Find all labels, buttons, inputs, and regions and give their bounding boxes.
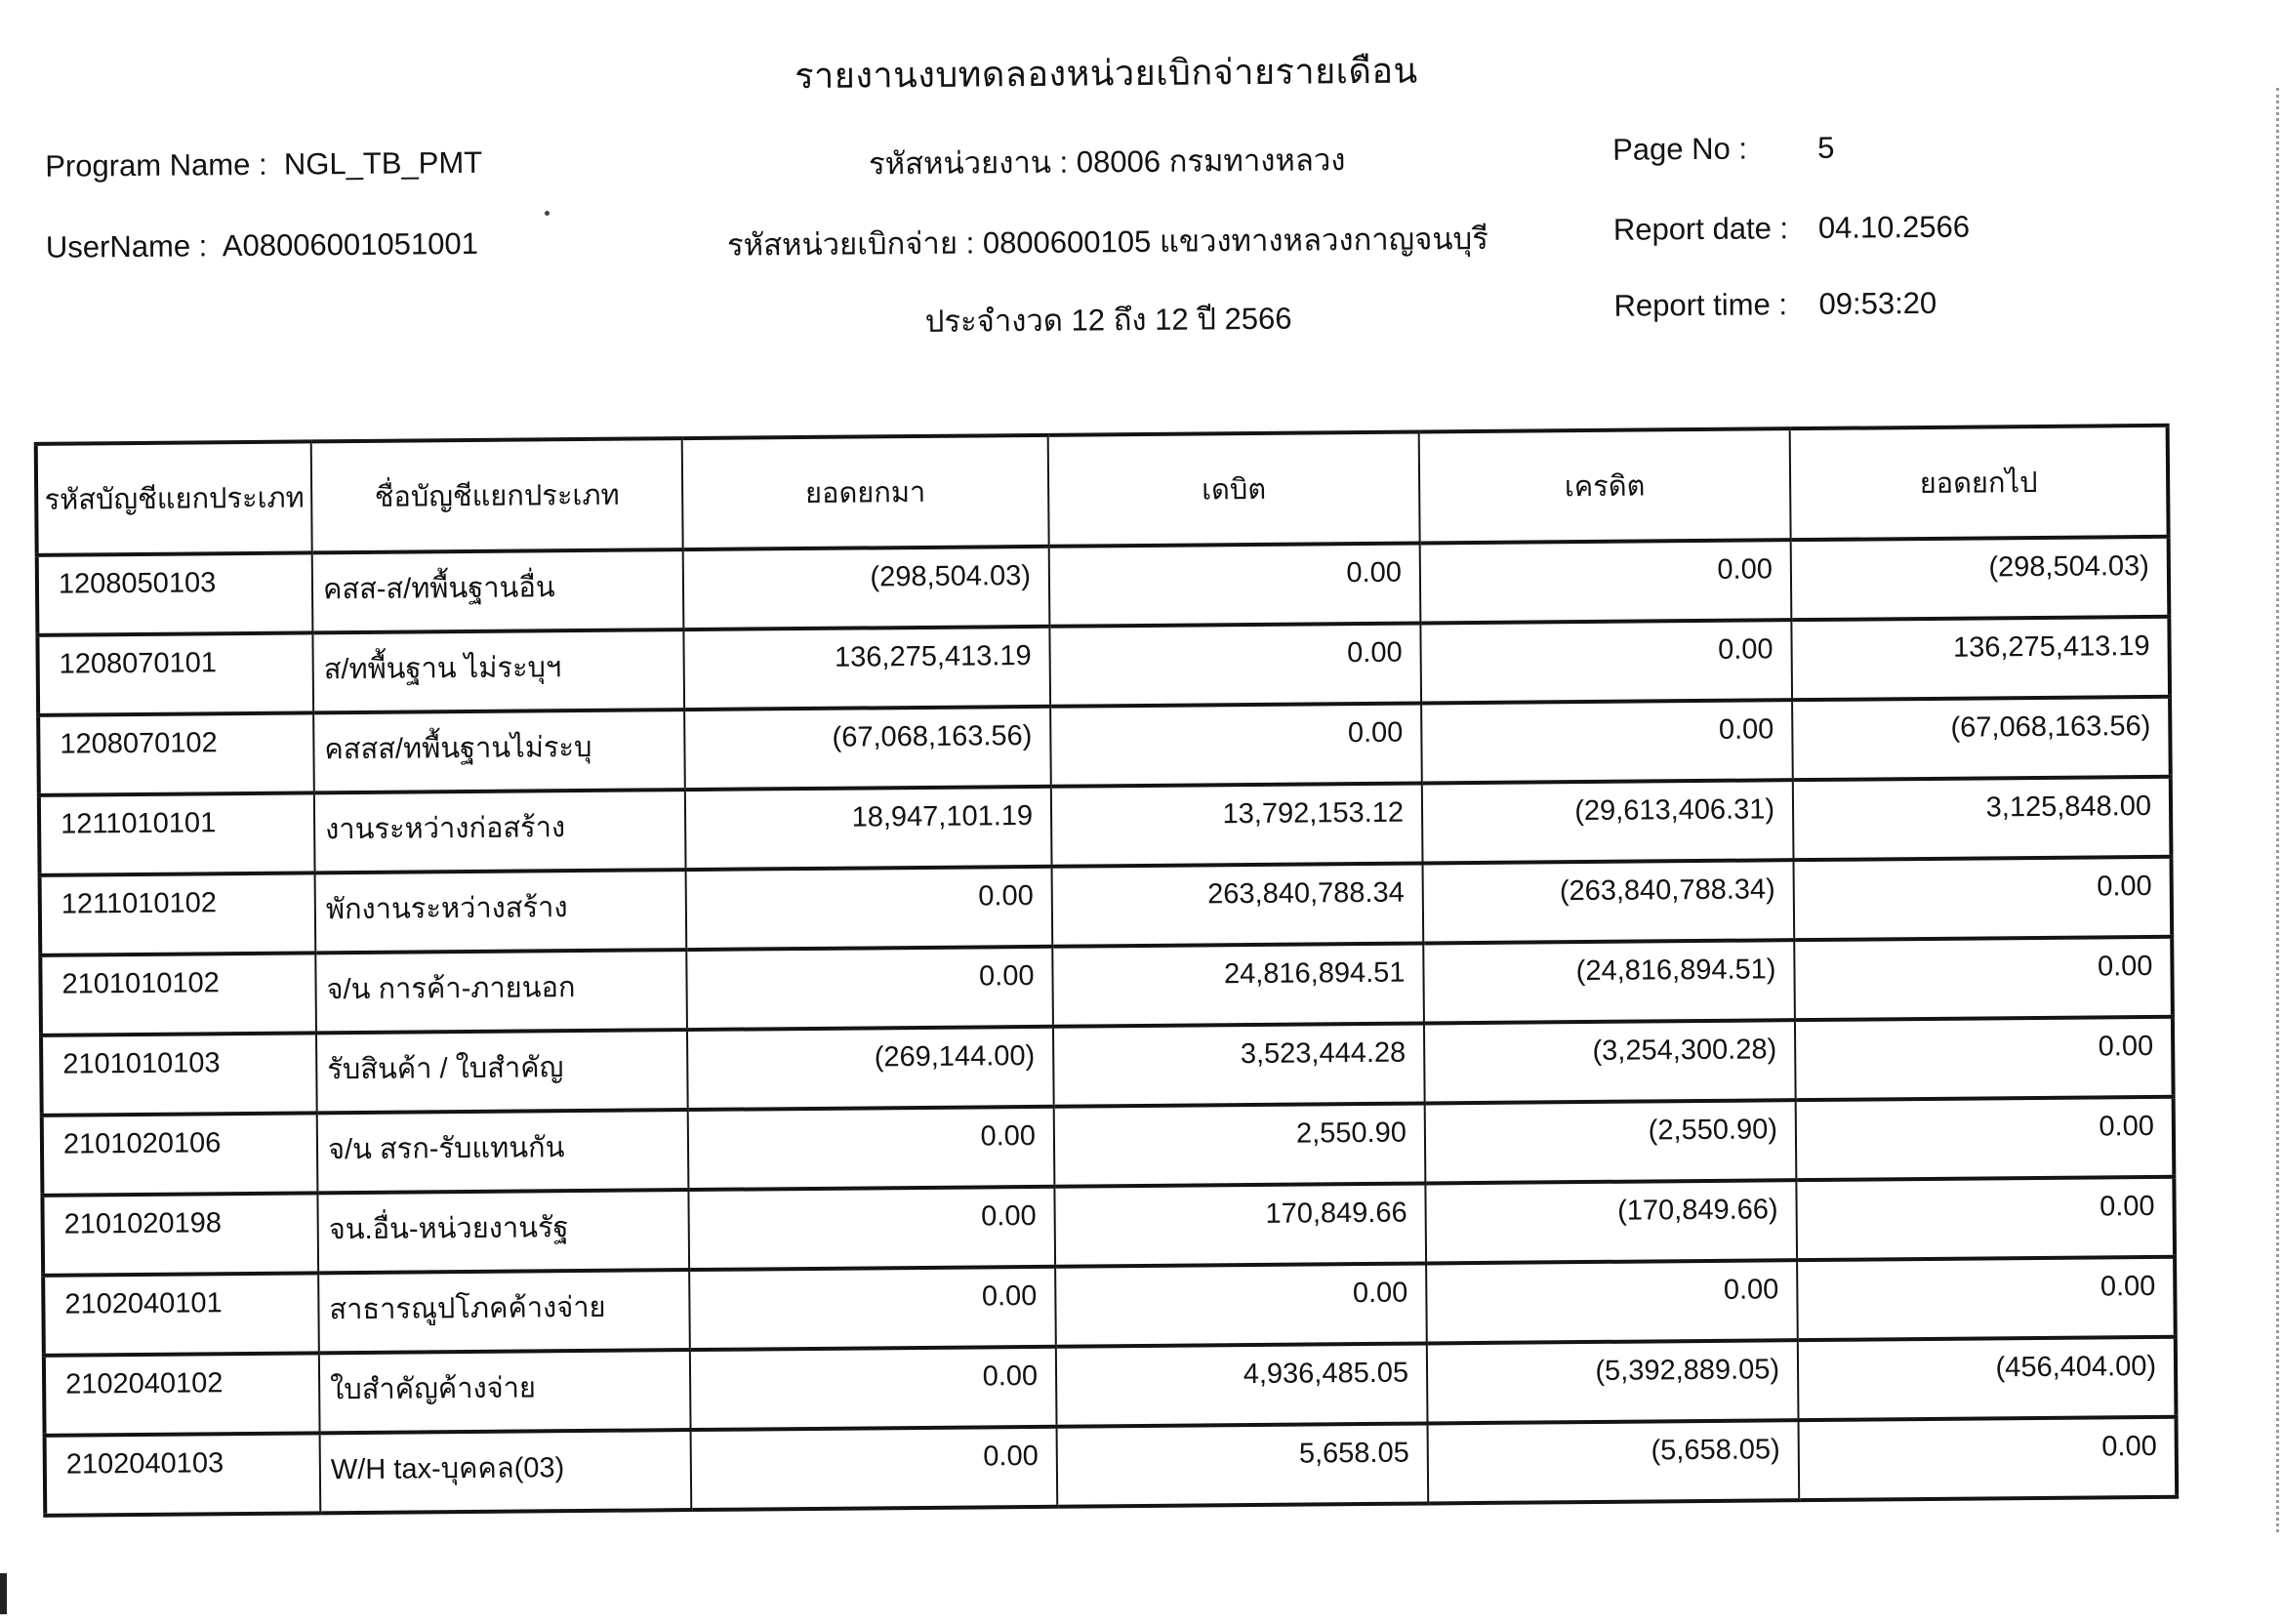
ending-balance: 136,275,413.19: [1791, 617, 2170, 700]
username-value: A08006001051001: [222, 225, 479, 264]
ending-balance: (298,504.03): [1791, 537, 2170, 620]
column-header: รหัสบัญชีแยกประเภท: [36, 441, 312, 554]
beginning-balance: (298,504.03): [683, 547, 1050, 629]
debit: 0.00: [1049, 544, 1421, 627]
account-name: ส/ทพื้นฐาน ไม่ระบุฯ: [312, 629, 684, 712]
account-name: ใบสำคัญค้างจ่าย: [319, 1350, 691, 1433]
beginning-balance: 0.00: [689, 1267, 1056, 1350]
ending-balance: 0.00: [1799, 1417, 2178, 1500]
account-name: สาธารณูปโภคค้างจ่าย: [318, 1270, 690, 1353]
beginning-balance: 0.00: [688, 1187, 1055, 1270]
debit: 4,936,485.05: [1056, 1343, 1428, 1426]
program-name-label: Program Name :: [45, 146, 267, 183]
beginning-balance: 136,275,413.19: [683, 627, 1050, 710]
beginning-balance: 0.00: [691, 1427, 1058, 1510]
account-code: 2101020198: [42, 1193, 318, 1275]
account-name: รับสินค้า / ใบสำคัญ: [316, 1030, 688, 1113]
credit: (5,658.05): [1428, 1420, 1800, 1503]
report-time-label: Report time :: [1613, 287, 1788, 323]
credit: (24,816,894.51): [1423, 940, 1795, 1023]
ending-balance: (456,404.00): [1798, 1337, 2177, 1420]
debit: 0.00: [1049, 623, 1421, 706]
ending-balance: 3,125,848.00: [1793, 777, 2172, 860]
account-name: งานระหว่างก่อสร้าง: [314, 790, 686, 873]
program-name-line: [45, 145, 482, 184]
account-code: 2101010103: [41, 1033, 317, 1115]
column-header: ชื่อบัญชีแยกประเภท: [311, 438, 683, 552]
debit: 5,658.05: [1057, 1423, 1429, 1506]
ending-balance: 0.00: [1794, 937, 2173, 1020]
account-code: 1208050103: [37, 552, 313, 634]
credit: 0.00: [1420, 620, 1792, 703]
report-date-label: Report date :: [1612, 211, 1789, 247]
scan-edge-artifact: [2276, 88, 2279, 1532]
beginning-balance: (67,068,163.56): [684, 707, 1051, 790]
page-no-label: Page No :: [1611, 131, 1748, 167]
account-name: จน.อื่น-หน่วยงานรัฐ: [317, 1190, 689, 1273]
credit: 0.00: [1420, 540, 1792, 623]
debit: 13,792,153.12: [1051, 783, 1423, 866]
beginning-balance: 0.00: [686, 867, 1053, 950]
account-name: คสส-ส/ทพื้นฐานอื่น: [312, 549, 684, 632]
report-date-value: 04.10.2566: [1817, 209, 1971, 245]
debit: 0.00: [1055, 1263, 1427, 1346]
account-name: W/H tax-บุคคล(03): [320, 1430, 692, 1513]
debit: 2,550.90: [1054, 1103, 1426, 1186]
debit: 3,523,444.28: [1053, 1023, 1425, 1106]
username-line: [46, 226, 478, 265]
account-code: 1208070102: [38, 712, 314, 794]
username-label: UserName :: [45, 228, 208, 264]
account-code: 1211010101: [39, 792, 315, 874]
debit: 263,840,788.34: [1052, 863, 1424, 946]
scan-corner-artifact: [0, 1573, 7, 1614]
account-code: 2101020106: [42, 1113, 318, 1195]
column-header: ยอดยกมา: [682, 435, 1049, 549]
account-code: 2102040101: [43, 1273, 319, 1355]
report-title: รายงานงบทดลองหน่วยเบิกจ่ายรายเดือน: [795, 50, 1418, 97]
account-code: 2102040103: [45, 1433, 321, 1515]
column-header: ยอดยกไป: [1790, 426, 2169, 540]
ending-balance: 0.00: [1793, 857, 2172, 940]
ending-balance: 0.00: [1795, 1017, 2174, 1100]
account-name: จ/น การค้า-ภายนอก: [315, 950, 687, 1033]
disbursement-unit-line: รหัสหน่วยเบิกจ่าย : 0800600105 แขวงทางหลวงกาญจนบุรี: [726, 221, 1488, 263]
scan-speck-artifact: [545, 211, 550, 216]
debit: 24,816,894.51: [1052, 943, 1424, 1026]
report-time-value: 09:53:20: [1818, 285, 1937, 321]
credit: (29,613,406.31): [1422, 780, 1794, 863]
credit: (263,840,788.34): [1423, 860, 1795, 943]
column-header: เครดิต: [1419, 428, 1791, 543]
account-code: 1208070101: [37, 632, 313, 714]
beginning-balance: 0.00: [690, 1347, 1057, 1430]
ending-balance: 0.00: [1796, 1177, 2175, 1260]
beginning-balance: (269,144.00): [687, 1027, 1054, 1110]
ending-balance: 0.00: [1796, 1097, 2175, 1180]
column-header: เดบิต: [1048, 432, 1420, 547]
account-code: 2101010102: [40, 953, 316, 1035]
debit: 170,849.66: [1054, 1183, 1426, 1266]
credit: 0.00: [1426, 1260, 1798, 1343]
credit: (170,849.66): [1425, 1180, 1797, 1263]
agency-code-line: รหัสหน่วยงาน : 08006 กรมทางหลวง: [868, 142, 1346, 182]
page-no-value: 5: [1816, 130, 1835, 165]
account-code: 2102040102: [44, 1353, 320, 1435]
ending-balance: 0.00: [1797, 1257, 2176, 1340]
table-header-row: [36, 426, 2169, 555]
account-code: 1211010102: [40, 873, 316, 954]
account-name: พักงานระหว่างสร้าง: [315, 870, 687, 953]
credit: (5,392,889.05): [1427, 1340, 1799, 1423]
period-line: ประจำงวด 12 ถึง 12 ปี 2566: [924, 301, 1292, 339]
trial-balance-table: [34, 424, 2180, 1518]
program-name-value: NGL_TB_PMT: [283, 144, 483, 182]
credit: (2,550.90): [1425, 1100, 1797, 1183]
beginning-balance: 0.00: [686, 947, 1053, 1030]
account-name: คสสส/ทพื้นฐานไม่ระบุ: [313, 710, 685, 792]
beginning-balance: 0.00: [688, 1107, 1055, 1190]
credit: 0.00: [1421, 700, 1793, 783]
debit: 0.00: [1050, 703, 1422, 786]
credit: (3,254,300.28): [1424, 1020, 1796, 1103]
account-name: จ/น สรก-รับแทนกัน: [317, 1110, 689, 1193]
beginning-balance: 18,947,101.19: [685, 787, 1052, 870]
ending-balance: (67,068,163.56): [1792, 697, 2171, 780]
